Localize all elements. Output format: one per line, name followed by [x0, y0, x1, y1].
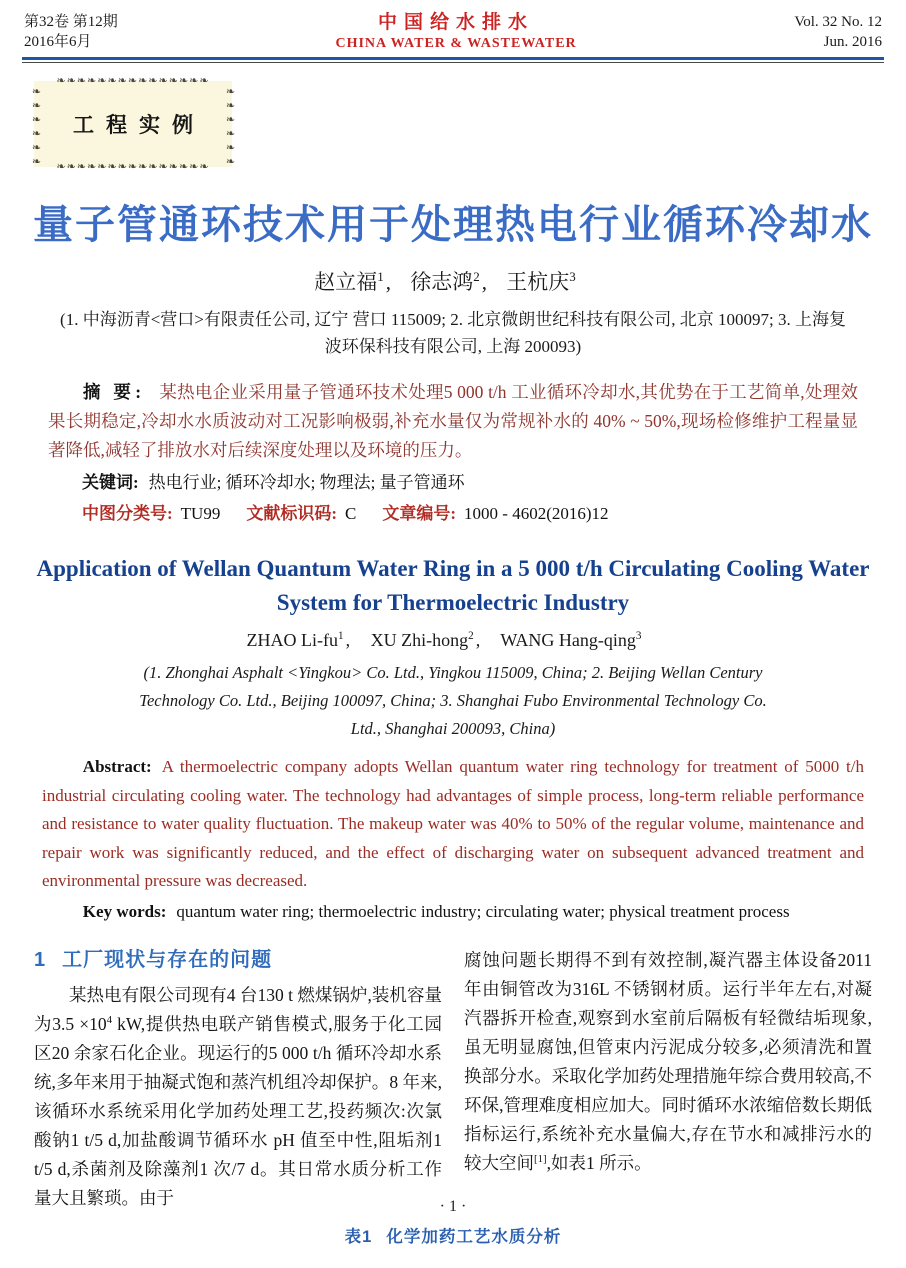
section-1-heading [34, 946, 442, 975]
authors-en [22, 630, 884, 651]
header-divider-rule [22, 57, 884, 63]
header-issue-en [794, 12, 882, 52]
journal-header [22, 10, 884, 53]
table-1-caption [22, 1223, 884, 1247]
author-affil-sup: 2 [468, 630, 474, 642]
header-issue-cn [24, 12, 118, 52]
page-number: · 1 · [439, 1198, 467, 1215]
abstract-cn [22, 378, 884, 465]
author-en: XU Zhi-hong$^2$ , [370, 630, 481, 650]
column-badge [34, 81, 232, 167]
body-columns [22, 946, 884, 1213]
keywords-text-cn: 热电行业; 循环冷却水; 物理法; 量子管通环 [148, 473, 465, 492]
abstract-label-cn: 摘 要: [83, 382, 146, 402]
author-cn: 王杭庆$^3$ [506, 269, 576, 294]
issue-date-en: Jun. 2016 [823, 34, 882, 50]
author-cn: 赵立福$^1$, [314, 269, 391, 294]
badge-label: 工程实例 [73, 114, 205, 137]
journal-title-en: CHINA WATER & WASTEWATER [335, 36, 577, 51]
journal-title-cn: 中国给水排水 [378, 12, 535, 33]
doc-code-value: C [345, 504, 357, 523]
article-id-value: 1000 - 4602(2016)12 [464, 504, 609, 523]
abstract-text-cn: 某热电企业采用量子管通环技术处理5 000 t/h 工业循环冷却水,其优势在于工艺简单,处理效果长期稳定,冷却水水质波动对工况影响极弱,补充水量仅为常规补水的 40% ~ 50%,现场检修维护工程量显著降低,减轻了排放水对后续深度处理以及环境的压力。 [48, 382, 858, 460]
author-affil-sup: 1 [338, 630, 344, 642]
author-en: WANG Hang-qing$^3$ [500, 630, 642, 650]
keywords-en [22, 898, 884, 927]
issue-date-cn: 2016年6月 [24, 34, 92, 50]
left-column [34, 946, 442, 1213]
author-affil-sup: 3 [569, 269, 576, 284]
table-caption-number: 表1 [344, 1228, 373, 1246]
clc-label: 中图分类号: [82, 504, 173, 523]
authors-cn [22, 266, 884, 296]
author-cn: 徐志鸿$^2$, [410, 269, 487, 294]
right-column [464, 946, 872, 1213]
article-title-en: Application of Wellan Quantum Water Ring in a 5 000 t/h Circulating Cooling Water System for Thermoelectric Industry [36, 556, 870, 615]
body-paragraph-right: 腐蚀问题长期得不到有效控制,凝汽器主体设备2011 年由铜管改为316L 不锈钢材质。运行半年左右,对凝汽器拆开检查,观察到水室前后隔板有轻微结垢现象,虽无明显腐蚀,但管束内污泥成分较多,必须清洗和置换部分水。采取化学加药处理措施年综合费用较高,不环保,管理难度相应加大。同时循环水浓缩倍数长期低指标运行,系统补充水量偏大,存在节水和减排污水的较大空间[1],如表1 所示。 [464, 950, 872, 1173]
doc-code-label: 文献标识码: [246, 504, 338, 523]
citation-sup: [1] [534, 1153, 547, 1166]
article-id-label: 文章编号: [382, 504, 457, 523]
author-affil-sup: 1 [377, 269, 384, 284]
affiliation-cn: (1. 中海沥青<营口>有限责任公司, 辽宁 营口 115009; 2. 北京微朗世纪科技有限公司, 北京 100097; 3. 上海复波环保科技有限公司, 上海 200093) [60, 310, 846, 356]
abstract-text-en: A thermoelectric company adopts Wellan quantum water ring technology for treatment of 5000 t/h industrial circulating cooling water. The technology had advantages of simple process, long-term reliable performance and resistance to water quality fluctuation. The makeup water was 40% to 50% of the regular volume, maintenance and repair work was significantly reduced, and the effect of discharging water on subsequent advanced treatment and environmental pressure was decreased. [42, 757, 864, 890]
abstract-label-en: Abstract: [82, 757, 152, 776]
classification-line [22, 500, 884, 528]
article-title-cn: 量子管通环技术用于处理热电行业循环冷却水 [33, 203, 873, 247]
keywords-text-en: quantum water ring; thermoelectric industry; circulating water; physical treatment process [176, 901, 790, 921]
keywords-label-en: Key words: [82, 901, 167, 921]
author-affil-sup: 3 [635, 630, 642, 642]
section-number: 1 [34, 949, 47, 971]
leaf-border-left-icon [31, 85, 41, 163]
affiliation-en: (1. Zhonghai Asphalt <Yingkou> Co. Ltd., Yingkou 115009, China; 2. Beijing Wellan Century Technology Co. Ltd., Beijing 100097, China; 3. Shanghai Fubo Environmental Technology Co. Ltd., Shanghai 200093, China) [139, 663, 767, 738]
leaf-border-top-icon [36, 76, 230, 86]
body-paragraph-left: 某热电有限公司现有4 台130 t 燃煤锅炉,装机容量为$3.5 \times 10^4$ kW,提供热电联产销售模式,服务于化工园区20 余家石化企业。现运行的5 000 t/h 循环冷却水系统,多年来用于抽凝式饱和蒸汽机组冷却保护。8 年来,该循环水系统采用化学加药处理工艺,投药频次:次氯酸钠1 t/5 d,加盐酸调节循环水 pH 值至中性,阻垢剂1 t/5 d,杀菌剂及除藻剂1 次/7 d。其日常水质分析工作量大且繁琐。由于 [34, 985, 442, 1208]
keywords-label-cn: 关键词: [82, 473, 139, 492]
table-caption-text: 化学加药工艺水质分析 [386, 1228, 562, 1246]
issue-volume-en: Vol. 32 No. 12 [794, 14, 882, 30]
abstract-en [22, 753, 884, 896]
header-journal-title [335, 12, 576, 53]
author-en: ZHAO $Li-fu^1$ , [246, 630, 351, 650]
leaf-border-right-icon [225, 85, 235, 163]
keywords-cn [22, 469, 884, 497]
leaf-border-bottom-icon [36, 162, 230, 172]
issue-volume-cn: 第32卷 第12期 [24, 14, 118, 30]
exponent-sup: 4 [106, 1014, 113, 1027]
section-title: 工厂现状与存在的问题 [62, 949, 273, 971]
clc-value: TU99 [180, 504, 221, 523]
author-affil-sup: 2 [473, 269, 480, 284]
